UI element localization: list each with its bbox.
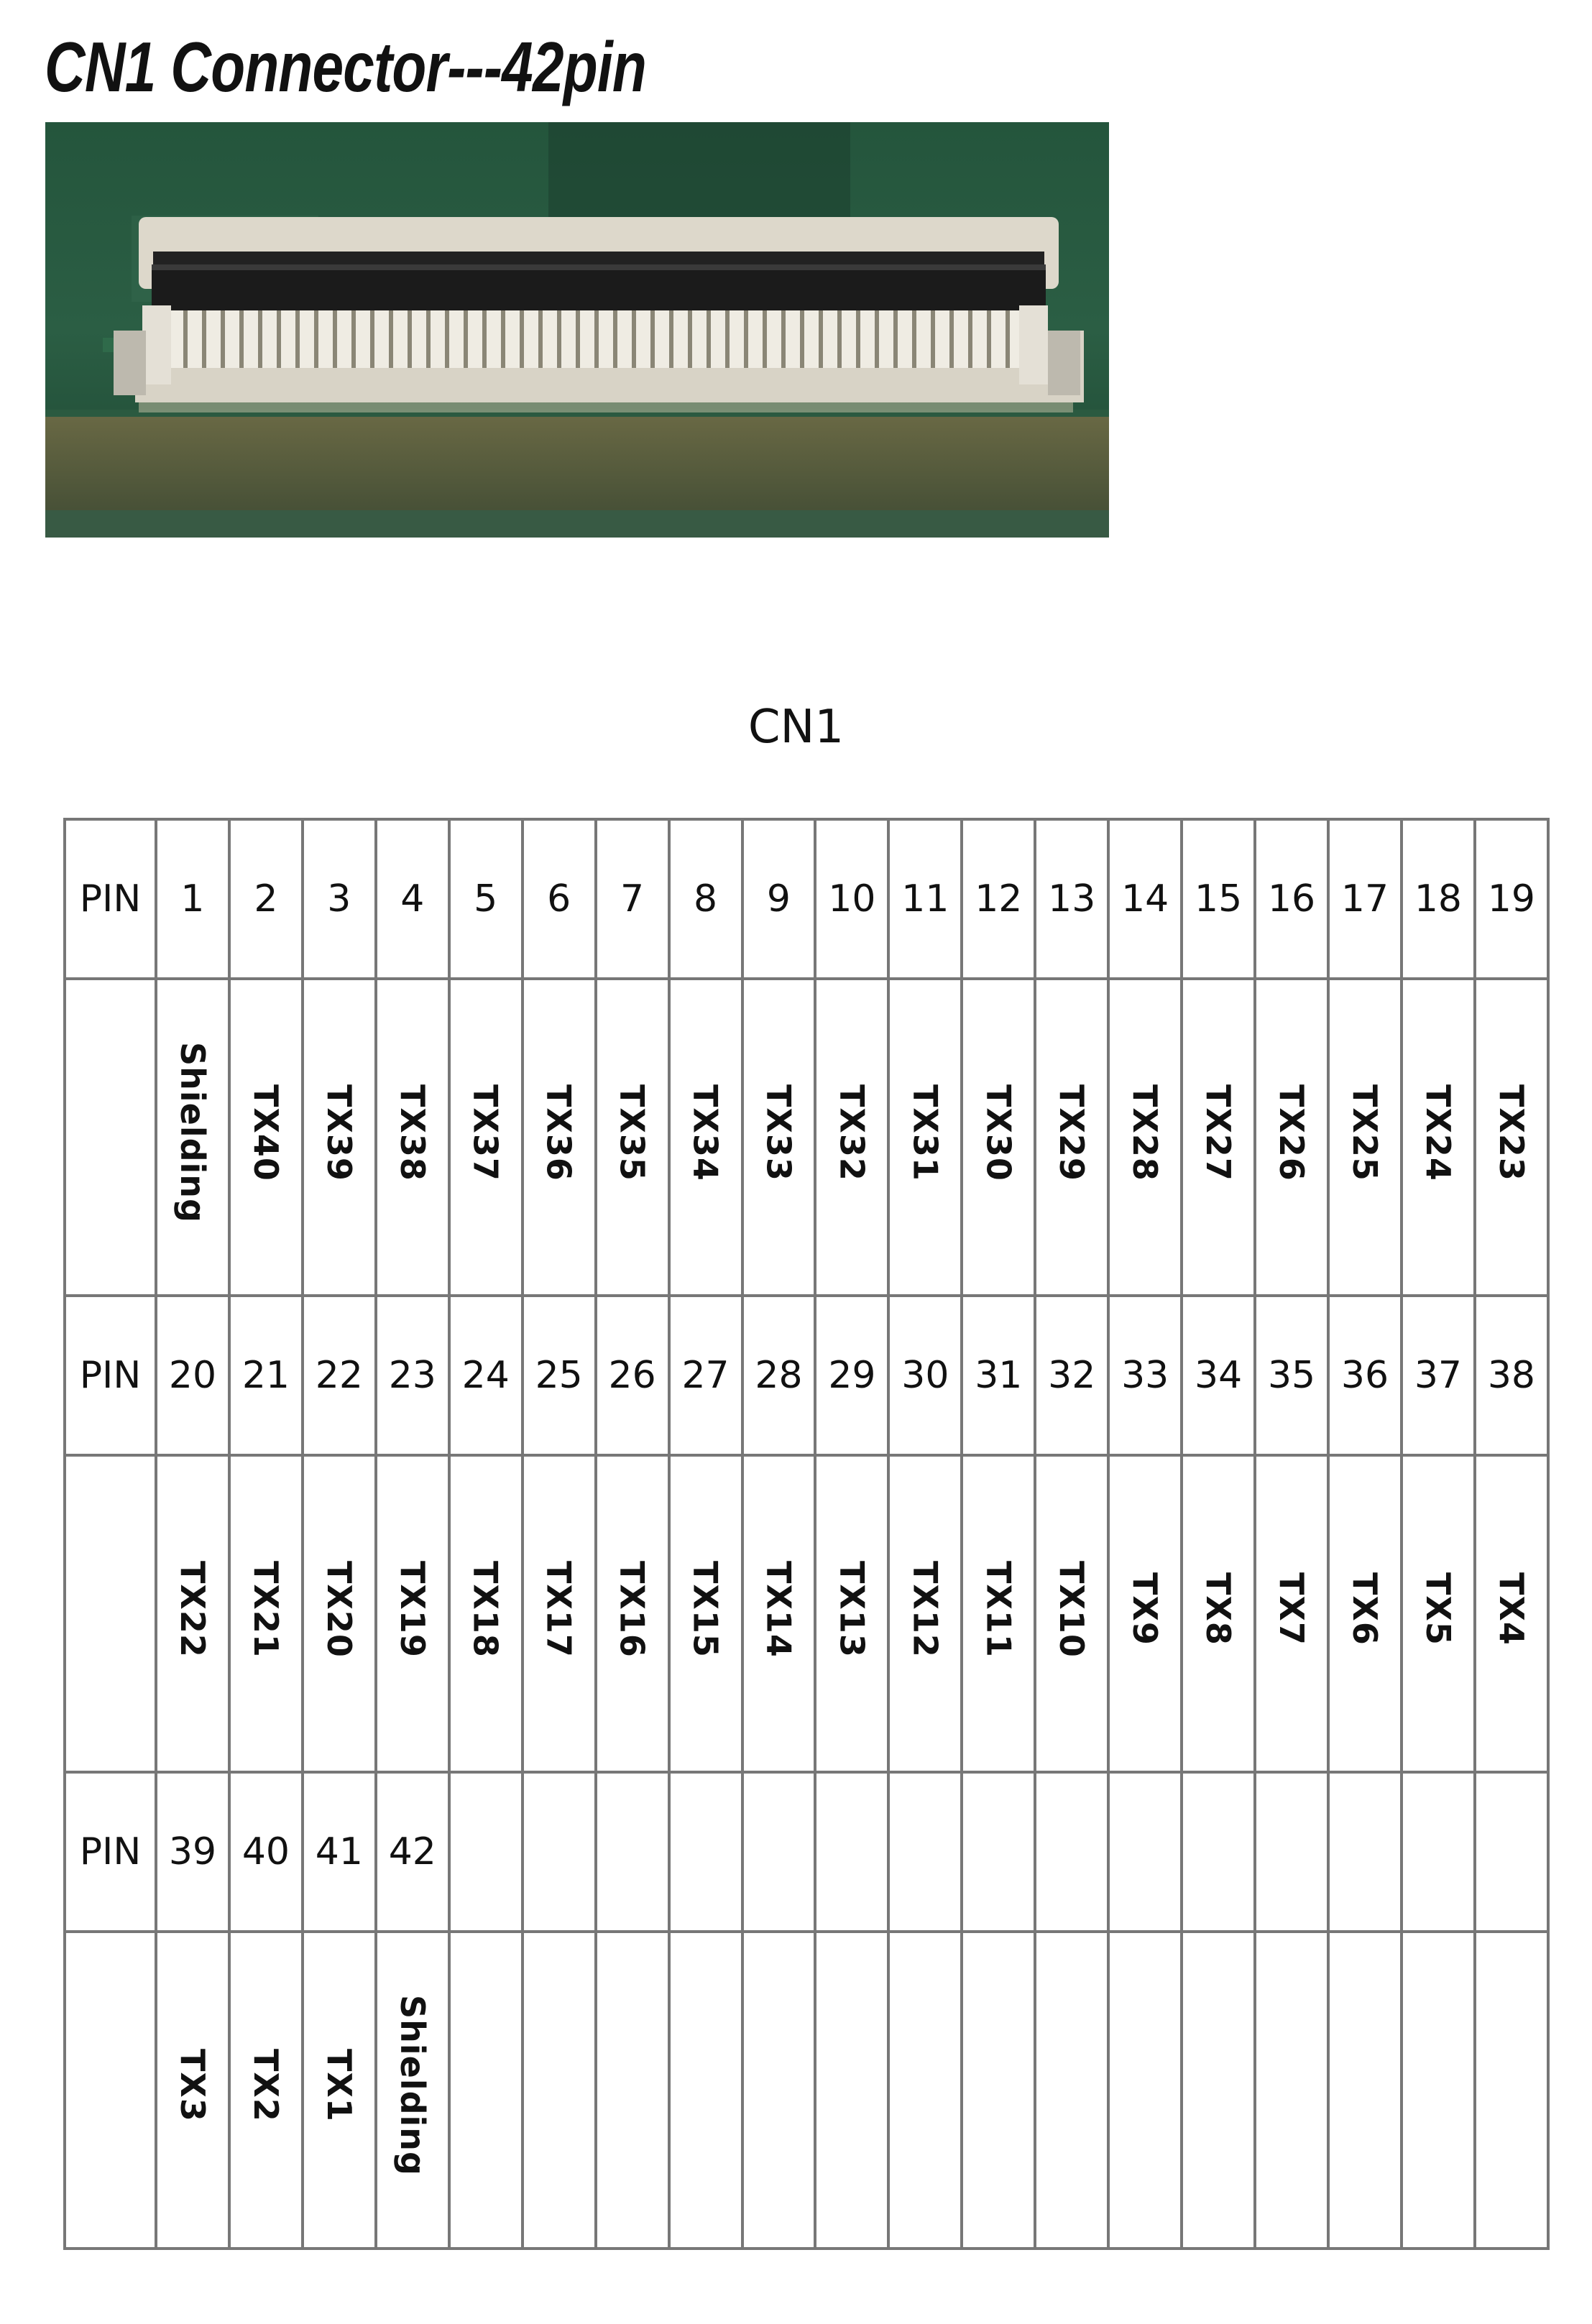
pin-number-cell: 37	[1402, 1296, 1475, 1455]
signal-row-label-cell	[65, 979, 156, 1296]
pin-number-cell: 11	[888, 819, 962, 979]
pin-number-cell	[1035, 1772, 1108, 1932]
pin-signal-label: TX37	[466, 1084, 505, 1181]
pin-number-cell: 13	[1035, 819, 1108, 979]
pin-signal-row	[65, 979, 1548, 1296]
pin-signal-label: TX23	[1491, 1084, 1531, 1181]
pin-number-cell: 25	[523, 1296, 596, 1455]
pin-number-cell: 42	[376, 1772, 449, 1932]
pin-number-cell: 6	[523, 819, 596, 979]
pin-signal-label: TX38	[392, 1084, 432, 1181]
pin-signal-label: TX13	[832, 1560, 872, 1658]
pin-signal-label: TX25	[1345, 1084, 1384, 1181]
pin-signal-label: TX7	[1272, 1572, 1312, 1646]
pin-signal-label: TX9	[1126, 1572, 1165, 1646]
pin-number-cell	[1255, 1772, 1328, 1932]
pin-number-cell: 26	[596, 1296, 669, 1455]
pin-signal-label: TX5	[1418, 1572, 1458, 1646]
pin-number-cell: 19	[1475, 819, 1548, 979]
pin-number-cell: 23	[376, 1296, 449, 1455]
pin-signal-cell	[1328, 1455, 1402, 1772]
pin-number-cell: 5	[449, 819, 523, 979]
pin-signal-cell	[523, 1455, 596, 1772]
pin-number-cell: 21	[229, 1296, 303, 1455]
pin-number-cell	[1328, 1772, 1402, 1932]
table-caption: CN1	[747, 701, 845, 754]
signal-row-label-cell	[65, 1932, 156, 2249]
pin-signal-cell	[229, 1455, 303, 1772]
pin-number-cell: 14	[1108, 819, 1182, 979]
pin-number-cell: 17	[1328, 819, 1402, 979]
pin-signal-cell	[1255, 1932, 1328, 2249]
pin-signal-cell	[1475, 979, 1548, 1296]
pin-signal-cell	[596, 979, 669, 1296]
pin-signal-label: TX15	[686, 1560, 725, 1658]
pin-signal-cell	[156, 1455, 229, 1772]
pin-number-cell: 18	[1402, 819, 1475, 979]
pin-number-cell	[596, 1772, 669, 1932]
pin-signal-row	[65, 1932, 1548, 2249]
pin-number-cell: 4	[376, 819, 449, 979]
pin-signal-label: TX20	[319, 1560, 359, 1658]
pin-signal-cell	[1182, 1455, 1255, 1772]
pin-signal-label: TX35	[612, 1084, 652, 1181]
pin-signal-label: TX30	[979, 1084, 1018, 1181]
pin-number-cell: 24	[449, 1296, 523, 1455]
pin-number-cell: 16	[1255, 819, 1328, 979]
pin-number-cell: 10	[815, 819, 888, 979]
pin-number-cell	[815, 1772, 888, 1932]
pin-signal-label: TX39	[319, 1084, 359, 1181]
pin-signal-label: Shielding	[172, 1042, 212, 1223]
pin-signal-label: TX27	[1199, 1084, 1238, 1181]
pin-number-cell: 35	[1255, 1296, 1328, 1455]
pin-number-cell	[962, 1772, 1035, 1932]
pin-number-cell: 34	[1182, 1296, 1255, 1455]
pin-signal-label: TX14	[759, 1560, 799, 1658]
pin-signal-cell	[229, 1932, 303, 2249]
pin-number-cell: 9	[742, 819, 816, 979]
pin-row-label: PIN	[65, 1772, 156, 1932]
pin-signal-cell	[1255, 979, 1328, 1296]
pin-signal-cell	[1255, 1455, 1328, 1772]
pin-number-cell: 33	[1108, 1296, 1182, 1455]
page-title: CN1 Connector---42pin	[45, 27, 646, 106]
pin-signal-cell	[1402, 1455, 1475, 1772]
pin-signal-cell	[596, 1932, 669, 2249]
pin-signal-cell	[303, 1455, 376, 1772]
pin-number-cell: 7	[596, 819, 669, 979]
pin-signal-cell	[742, 1455, 816, 1772]
pin-number-row	[65, 1772, 1548, 1932]
pin-number-cell	[1182, 1772, 1255, 1932]
pin-signal-label: TX4	[1491, 1572, 1531, 1646]
pin-signal-label: TX10	[1052, 1560, 1092, 1658]
pin-number-cell: 40	[229, 1772, 303, 1932]
pin-signal-label: TX29	[1052, 1084, 1092, 1181]
pin-number-cell: 30	[888, 1296, 962, 1455]
pin-signal-cell	[1108, 1455, 1182, 1772]
pin-number-cell: 31	[962, 1296, 1035, 1455]
connector-photo	[45, 122, 1109, 538]
pin-signal-cell	[669, 1932, 742, 2249]
pin-signal-label: TX22	[172, 1560, 212, 1658]
pin-signal-label: TX28	[1126, 1084, 1165, 1181]
pin-signal-cell	[742, 1932, 816, 2249]
pin-signal-cell	[1402, 979, 1475, 1296]
pin-signal-cell	[376, 1455, 449, 1772]
pin-signal-cell	[156, 979, 229, 1296]
pin-signal-label: TX31	[906, 1084, 945, 1181]
pin-signal-label: TX34	[686, 1084, 725, 1181]
pin-number-cell: 36	[1328, 1296, 1402, 1455]
pin-number-cell	[1402, 1772, 1475, 1932]
pin-signal-cell	[815, 1455, 888, 1772]
pin-signal-label: TX36	[539, 1084, 579, 1181]
pin-signal-cell	[523, 979, 596, 1296]
pin-number-cell: 3	[303, 819, 376, 979]
pin-signal-cell	[1182, 979, 1255, 1296]
pin-signal-cell	[449, 1455, 523, 1772]
pin-signal-cell	[376, 1932, 449, 2249]
pin-signal-cell	[888, 979, 962, 1296]
pin-signal-label: TX8	[1199, 1572, 1238, 1646]
pin-signal-cell	[962, 979, 1035, 1296]
pin-signal-cell	[1108, 1932, 1182, 2249]
pin-signal-cell	[815, 1932, 888, 2249]
connector-photo-illustration	[45, 122, 1109, 538]
pin-signal-label: TX16	[612, 1560, 652, 1658]
pin-signal-cell	[888, 1455, 962, 1772]
pin-signal-cell	[303, 979, 376, 1296]
pin-signal-label: TX33	[759, 1084, 799, 1181]
signal-row-label-cell	[65, 1455, 156, 1772]
pin-number-cell: 20	[156, 1296, 229, 1455]
pin-signal-label: TX3	[172, 2049, 212, 2122]
pin-signal-cell	[1475, 1932, 1548, 2249]
pin-signal-cell	[596, 1455, 669, 1772]
pin-number-row	[65, 819, 1548, 979]
pin-row-label: PIN	[65, 1296, 156, 1455]
pin-signal-cell	[376, 979, 449, 1296]
pin-signal-cell	[1182, 1932, 1255, 2249]
pin-signal-cell	[1035, 979, 1108, 1296]
pin-signal-label: TX26	[1272, 1084, 1312, 1181]
pin-signal-cell	[449, 1932, 523, 2249]
pin-number-cell: 38	[1475, 1296, 1548, 1455]
pin-signal-label: TX6	[1345, 1572, 1384, 1646]
pin-number-cell	[1108, 1772, 1182, 1932]
pin-number-cell	[523, 1772, 596, 1932]
pin-number-cell	[888, 1772, 962, 1932]
pin-signal-cell	[962, 1932, 1035, 2249]
pin-number-cell: 8	[669, 819, 742, 979]
pin-signal-label: TX19	[392, 1560, 432, 1658]
pin-number-cell: 27	[669, 1296, 742, 1455]
pin-signal-label: TX21	[246, 1560, 285, 1658]
pin-signal-cell	[962, 1455, 1035, 1772]
pin-signal-cell	[1035, 1455, 1108, 1772]
pin-signal-cell	[449, 979, 523, 1296]
pin-number-cell: 15	[1182, 819, 1255, 979]
pin-number-cell	[669, 1772, 742, 1932]
pin-number-cell	[742, 1772, 816, 1932]
pin-signal-label: Shielding	[392, 1995, 432, 2176]
pin-signal-cell	[742, 979, 816, 1296]
pin-signal-cell	[815, 979, 888, 1296]
pin-signal-label: TX1	[319, 2049, 359, 2122]
pin-number-cell: 1	[156, 819, 229, 979]
pin-signal-cell	[1328, 979, 1402, 1296]
pin-signal-label: TX40	[246, 1084, 285, 1181]
pin-number-cell: 2	[229, 819, 303, 979]
pin-signal-cell	[523, 1932, 596, 2249]
pin-number-cell	[449, 1772, 523, 1932]
pin-signal-label: TX24	[1418, 1084, 1458, 1181]
pin-signal-row	[65, 1455, 1548, 1772]
pin-signal-cell	[1108, 979, 1182, 1296]
pin-signal-cell	[888, 1932, 962, 2249]
pin-signal-label: TX17	[539, 1560, 579, 1658]
pin-table	[63, 818, 1550, 2250]
pin-signal-cell	[669, 1455, 742, 1772]
pin-signal-label: TX2	[246, 2049, 285, 2122]
pin-signal-label: TX32	[832, 1084, 872, 1181]
pin-signal-cell	[1035, 1932, 1108, 2249]
pin-signal-cell	[156, 1932, 229, 2249]
pin-number-cell: 28	[742, 1296, 816, 1455]
pin-number-cell: 32	[1035, 1296, 1108, 1455]
pin-number-cell	[1475, 1772, 1548, 1932]
pin-signal-cell	[1328, 1932, 1402, 2249]
pin-signal-cell	[669, 979, 742, 1296]
pin-signal-cell	[229, 979, 303, 1296]
pin-number-cell: 39	[156, 1772, 229, 1932]
pin-number-cell: 22	[303, 1296, 376, 1455]
pin-signal-label: TX18	[466, 1560, 505, 1658]
pin-number-cell: 29	[815, 1296, 888, 1455]
pin-number-cell: 12	[962, 819, 1035, 979]
pin-signal-cell	[1475, 1455, 1548, 1772]
pin-row-label: PIN	[65, 819, 156, 979]
pin-number-cell: 41	[303, 1772, 376, 1932]
pin-number-row	[65, 1296, 1548, 1455]
pin-signal-label: TX12	[906, 1560, 945, 1658]
pin-signal-label: TX11	[979, 1560, 1018, 1658]
pin-signal-cell	[303, 1932, 376, 2249]
pin-signal-cell	[1402, 1932, 1475, 2249]
